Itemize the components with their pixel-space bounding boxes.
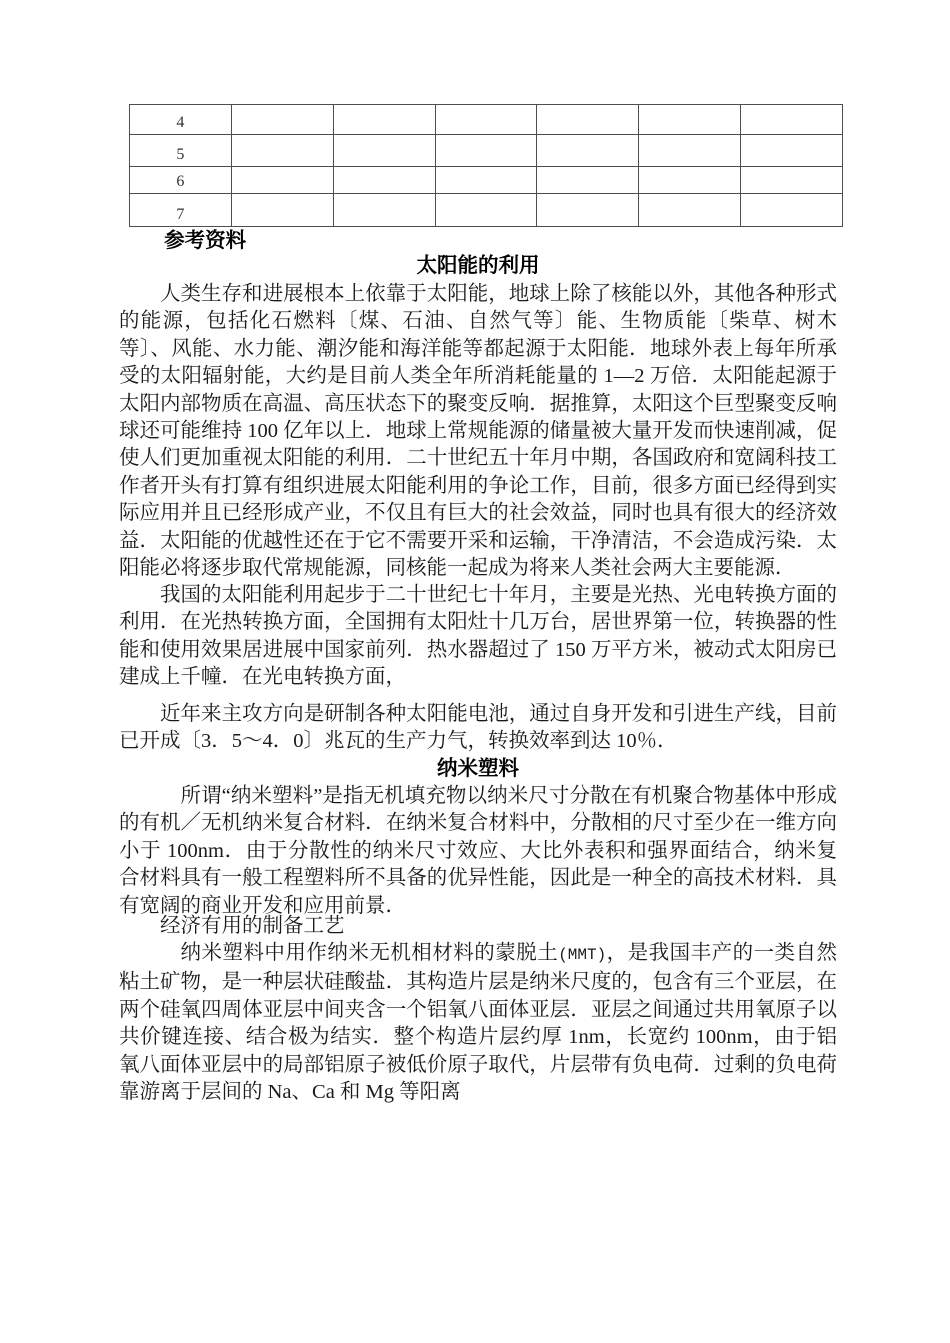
- article1-paragraph-1: 人类生存和进展根本上依靠于太阳能，地球上除了核能以外，其他各种形式的能源，包括化石燃料〔煤、石油、自然气等〕能、生物质能〔柴草、树木等〕、风能、水力能、潮汐能和海洋能等都起源于太阳能．地球外表上每年所承受的太阳辐射能，大约是目前人类全年所消耗能量的 1—2 万倍．太阳能起源于太阳内部物质在高温、高压状态下的聚变反响．据推算，太阳这个巨型聚变反响球还可能维持 100 亿年以上．地球上常规能源的储量被大量开发而快速削减，促使人们更加重视太阳能的利用．二十世纪五十年月中期，各国政府和宽阔科技工作者开头有打算有组织进展太阳能利用的争论工作，目前，很多方面已经得到实际应用并且已经形成产业，不仅且有巨大的社会效益，同时也具有很大的经济效益．太阳能的优越性还在于它不需要开采和运输，干净清洁，不会造成污染．太阳能必将逐步取代常规能源，同核能一起成为将来人类社会两大主要能源．: [119, 283, 837, 580]
- table-row: [130, 135, 843, 167]
- table-cell: [333, 194, 435, 227]
- article2-title: 纳米塑料: [437, 758, 519, 780]
- table-cell: [741, 135, 843, 167]
- article2-paragraph-1-container: [119, 783, 837, 920]
- table-cell-number: 4: [130, 105, 232, 135]
- article2-paragraph-mmt: [119, 940, 837, 1106]
- table-cell: [231, 167, 333, 194]
- table-cell: [537, 135, 639, 167]
- table-row: [130, 105, 843, 135]
- table-cell: [537, 105, 639, 135]
- table-container: [129, 104, 843, 227]
- table-cell: [231, 105, 333, 135]
- table-row: [130, 194, 843, 227]
- table-cell: [537, 194, 639, 227]
- table-cell: [435, 105, 537, 135]
- table-cell-number: 7: [130, 194, 232, 227]
- mmt-text-part1: 纳米塑料中用作纳米无机相材料的蒙脱土: [180, 942, 559, 964]
- article2-paragraph-mmt-container: [119, 940, 837, 1106]
- article1-paragraph-2-container: [119, 582, 837, 692]
- table-cell: [333, 105, 435, 135]
- table-cell-number: 5: [130, 135, 232, 167]
- article2-title-container: [119, 756, 837, 783]
- table-cell: [435, 167, 537, 194]
- table-row: [130, 167, 843, 194]
- article1-title: 太阳能的利用: [416, 255, 540, 277]
- table-cell: [741, 194, 843, 227]
- numbered-blank-table: [129, 104, 843, 227]
- mmt-text-part2: ，是我国丰产的一类自然粘土矿物，是一种层状硅酸盐．其构造片层是纳米尺度的，包含有三个亚层，在两个硅氧四周体亚层中间夹含一个铝氧八面体亚层．亚层之间通过共用氧原子以共价键连接、结合极为结实．整个构造片层约厚 1nm，长宽约 100nm，由于铝氧八面体亚层中的局部铝原子被低价原子取代，片层带有负电荷．过剩的负电荷靠游离于层间的 Na、Ca 和 Mg 等阳离: [119, 942, 838, 1104]
- table-cell: [741, 105, 843, 135]
- reference-section-label-container: [119, 228, 837, 255]
- article1-paragraph-2: 我国的太阳能利用起步于二十世纪七十年月，主要是光热、光电转换方面的利用．在光热转换方面，全国拥有太阳灶十几万台，居世界第一位，转换器的性能和使用效果居进展中国家前列．热水器超过了 150 万平方米，被动式太阳房已建成上千幢．在光电转换方面，: [119, 584, 837, 689]
- table-cell: [639, 135, 741, 167]
- article2-subheading-container: [119, 913, 837, 940]
- table-cell: [435, 194, 537, 227]
- article2-paragraph-1: 所谓“纳米塑料”是指无机填充物以纳米尺寸分散在有机聚合物基体中形成的有机／无机纳米复合材料．在纳米复合材料中，分散相的尺寸至少在一维方向小于 100nm．由于分散性的纳米尺寸效应、大比外表积和强界面结合，纳米复合材料具有一般工程塑料所不具备的优异性能，因此是一种全的高技术材料．具有宽阔的商业开发和应用前景．: [119, 785, 837, 917]
- table-cell: [231, 135, 333, 167]
- article1-paragraph-1-container: [119, 281, 837, 582]
- table-cell: [333, 167, 435, 194]
- reference-section-label: 参考资料: [164, 230, 247, 252]
- table-cell: [231, 194, 333, 227]
- mmt-abbreviation: (MMT): [558, 946, 607, 964]
- article1-paragraph-3-container: [119, 701, 837, 756]
- table-cell: [639, 167, 741, 194]
- article1-title-container: [119, 253, 837, 280]
- table-cell: [435, 135, 537, 167]
- table-cell: [333, 135, 435, 167]
- table-cell: [741, 167, 843, 194]
- table-cell: [639, 105, 741, 135]
- article1-paragraph-3: 近年来主攻方向是研制各种太阳能电池，通过自身开发和引进生产线，目前已开成〔3．5～4．0〕兆瓦的生产力气，转换效率到达 10％．: [119, 703, 837, 753]
- table-cell-number: 6: [130, 167, 232, 194]
- article2-subheading: 经济有用的制备工艺: [160, 915, 345, 937]
- table-cell: [639, 194, 741, 227]
- table-cell: [537, 167, 639, 194]
